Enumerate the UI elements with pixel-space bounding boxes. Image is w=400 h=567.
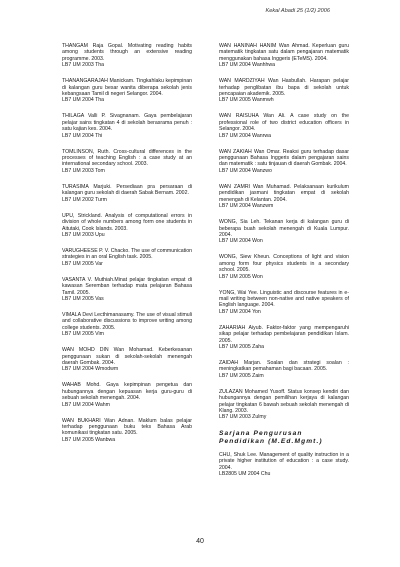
entry-call-number: LB7 UM 2004 Wanrwa	[219, 132, 271, 139]
entry-citation: THILAGA Valli P. Sivagnanam. Gaya pembelajaran pelajar sains tingkatan 4 di sekolah berasrama penuh : satu kajian kes. 2004.	[62, 113, 192, 133]
bibliography-entry	[62, 312, 192, 338]
entry-citation: TOMLINSON, Ruth. Cross-cultural differences in the processes of teaching English : a case study at an international secondary school. 2003.	[62, 148, 192, 168]
entry-call-number: LB7 UM 2005 Zaha	[219, 343, 264, 350]
bibliography-entry	[219, 78, 349, 104]
bibliography-entry	[219, 184, 349, 210]
bibliography-entry	[219, 389, 349, 421]
bibliography-entry	[62, 347, 192, 373]
entry-citation: WONG, Siew Kheun. Conceptions of light and vision among form four physics students in a secondary school. 2005.	[219, 254, 349, 274]
entry-citation: WAN BUKHARI Wan Adnan. Maklum balas pelajar terhadap penggunaan buku teks Bahasa Arab komunikasi tingkatan satu. 2005.	[62, 417, 192, 437]
page-number: 40	[196, 538, 204, 545]
entry-citation: CHU, Shuk Lee. Management of quality instruction in a private higher institution of education : a case study. 2004.	[219, 451, 349, 471]
entry-call-number: LB7 UM 2005 Zaim	[219, 372, 264, 379]
entry-citation: WAN HANINAH HANIM Wan Ahmad. Keperluan guru matematik tingkatan satu dalam pengajaran matematik menggunakan bahasa Inggeris (ETeMS). 2004.	[219, 43, 349, 62]
entry-call-number: LB7 UM 2002 Turm	[62, 196, 107, 203]
entry-citation: WAN MARDZIYAH Wan Hasbullah. Harapan pelajar terhadap penglibatan ibu bapa di sekolah untuk pencapaian akademik. 2005.	[219, 78, 349, 98]
entry-call-number: LB7 UM 2005 Wanmwh	[219, 97, 274, 104]
bibliography-entry	[219, 149, 349, 175]
entry-call-number: LB7 UM 2004 Won	[219, 238, 263, 245]
entry-citation: WAN MOHD DIN Wan Mohamad. Keberkesanan penggunaan sukan di sekolah-sekolah menengah daerah Gombak. 2004.	[62, 347, 192, 366]
entry-citation: VIMALA Devi Lecthimanasamy. The use of visual stimuli and collaborative discussions to improve writing among college students. 2005.	[62, 311, 192, 331]
entry-citation: TURASIMA Marjuki. Persediaan pra persaraan di kalangan guru sekolah di daerah Sabak Bernam. 2002.	[62, 183, 192, 197]
entry-citation: ZULAZAN Mohamed Yusoff. Status konsep kendiri dan hubungannya dengan pemilihan kerjaya di kalangan pelajar tingkatan 6 bawah sebuah sekolah menengah di Klang. 2003.	[219, 388, 349, 414]
entry-call-number: LB7 UM 2004 Wanzwm	[219, 203, 274, 210]
left-column	[62, 43, 192, 453]
bibliography-entry	[219, 43, 349, 69]
entry-citation: ZAHARIAH Aiyub. Faktor-faktor yang mempengaruhi sikap pelajar terhadap pembelajaran pendidikan Islam. 2005.	[219, 324, 349, 344]
bibliography-entry	[219, 452, 349, 478]
bibliography-entry	[62, 78, 192, 104]
entry-call-number: LB7 UM 2003 Upu	[62, 231, 105, 238]
entry-call-number: LB7 UM 2004 Wahm	[62, 401, 110, 408]
bibliography-entry	[219, 290, 349, 316]
entry-call-number: LB7 UM 2005 Won	[219, 273, 263, 280]
entry-citation: WAN ZAMRI Wan Muhamad. Pelaksanaan kurikulum pendidikan jasmani tingkatan empat di sekolah menengah di Kelantan. 2004.	[219, 183, 349, 203]
bibliography-entry	[219, 254, 349, 280]
entry-citation: WAN ZAKIAH Wan Omar. Reaksi guru terhadap dasar penggunaan Bahasa Inggeris dalam pengajaran sains dan matematik : satu tinjauan di daerah Gombak. 2004.	[219, 148, 349, 168]
bibliography-entry	[62, 382, 192, 408]
entry-call-number: LB7 UM 2004 Wanzwo	[219, 167, 272, 174]
entry-citation: WAN RAISUHA Wan Ali. A case study on the professional role of two district education officers in Selangor. 2004.	[219, 113, 349, 133]
entry-citation: THANGAM Raja Gopal. Motivating reading habits among students through an extensive reading programme. 2003.	[62, 43, 192, 62]
entry-citation: VASANTA V. Muthiah.Minat pelajar tingkatan empat di kawasan Seremban terhadap mata pelajaran Bahasa Tamil. 2005.	[62, 276, 192, 296]
entry-citation: YONG, Wai Yee. Linguistic and discourse features in e-mail writing between non-native and native speakers of English language. 2004.	[219, 289, 349, 309]
bibliography-entry	[219, 113, 349, 139]
entry-call-number: LB7 UM 2003 Tom	[62, 167, 105, 174]
entry-call-number: LB7 UM 2004 Yon	[219, 308, 261, 315]
running-header: Kekal Abadi 25 (1/2) 2006	[265, 8, 330, 14]
bibliography-entry	[62, 277, 192, 303]
entry-call-number: LB7 UM 2004 Tha	[62, 97, 105, 104]
entry-call-number: LB7 UM 2005 Wanbwa	[62, 436, 116, 443]
entry-call-number: LB7 UM 2005 Vas	[62, 295, 104, 302]
entry-call-number: LB7 UM 2004 Wanhhwa	[219, 62, 276, 69]
entry-citation: WONG, Sia Leh. Tekanan kerja di kalangan guru di beberapa buah sekolah menengah di Kuala Lumpur. 2004.	[219, 219, 349, 238]
entry-call-number: LB7 UM 2004 Thi	[62, 132, 103, 139]
entry-call-number: LB7 UM 2005 Vim	[62, 331, 105, 338]
bibliography-entry	[62, 43, 192, 69]
bibliography-entry	[219, 219, 349, 245]
bibliography-entry	[219, 325, 349, 351]
entry-call-number: LB7 UM 2003 Zulmy	[219, 414, 267, 421]
bibliography-entry	[62, 248, 192, 267]
entry-citation: VARUGHEESE P. V. Chacko. The use of communication strategies in an oral English task. 2005.	[62, 247, 192, 261]
bibliography-entry	[62, 113, 192, 139]
section-heading: Sarjana Pengurusan Pendidikan (M.Ed.Mgmt.)	[219, 430, 323, 445]
entry-citation: WAHAB Mohd. Gaya kepimpinan pengetua dan hubungannya dengan kepuasan kerja guru-guru di sebuah sekolah menengah. 2004.	[62, 382, 192, 402]
bibliography-entry	[62, 149, 192, 175]
entry-call-number: LB7 UM 2003 Tha	[62, 62, 105, 69]
bibliography-entry	[219, 360, 349, 379]
bibliography-entry	[62, 213, 192, 239]
entry-call-number: LB7 UM 2005 Var	[62, 260, 103, 267]
entry-citation: THANANGARAJAH Manickam. Tingkahlaku kepimpinan di kalangan guru besar wanita diberapa sekolah jenis kebangsaan Tamil di negeri Selangor. 2004.	[62, 78, 192, 98]
entry-call-number: LB7 UM 2004 Wmodwm	[62, 366, 119, 373]
bibliography-entry	[62, 184, 192, 203]
entry-citation: ZAIDAH Marjan. Soalan dan strategi soalan : meningkatkan pemahaman bagi bacaan. 2005.	[219, 359, 349, 373]
bibliography-entry	[62, 418, 192, 444]
entry-citation: UPU, Strickland. Analysis of computational errors in division of whole numbers among form one students in Aitutaki, Cook Islands. 2003.	[62, 212, 192, 232]
right-column	[219, 43, 349, 487]
entry-call-number: LB2805 UM 2004 Chu	[219, 471, 271, 478]
